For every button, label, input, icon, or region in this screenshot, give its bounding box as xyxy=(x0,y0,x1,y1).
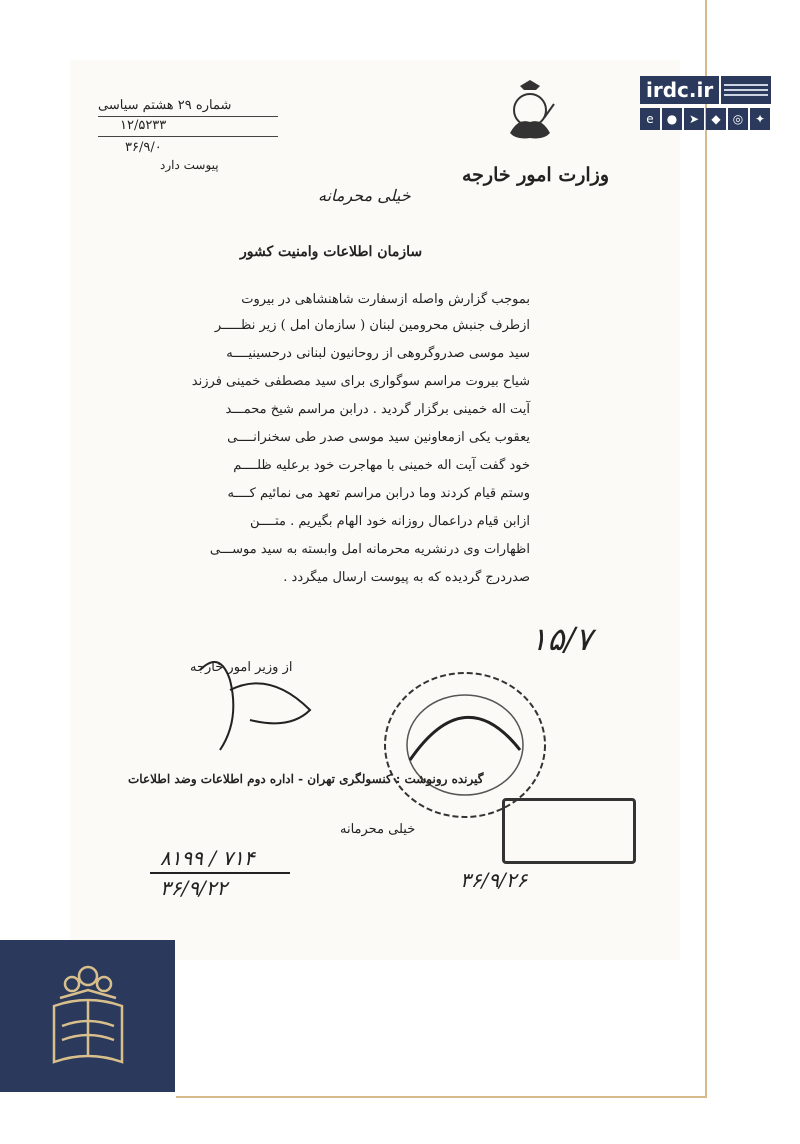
header-attachment-line: پیوست دارد xyxy=(160,158,219,172)
header-ref-line: ۱۲/۵۲۳۳ xyxy=(120,118,167,133)
classification-mark: خیلی محرمانه xyxy=(318,186,411,205)
body-line: سید موسی صدروگروهی از روحانیون لبنانی درحسینیــــه xyxy=(226,346,530,361)
bottom-left-number: ۷۱۴ / ۸۱۹۹ xyxy=(160,846,255,870)
header-number-line: شماره ۲۹ هشتم سیاسی xyxy=(98,98,232,113)
bottom-left-rule xyxy=(150,872,290,874)
lion-and-sun-emblem-icon xyxy=(498,78,562,148)
body-line: یعقوب یکی ازمعاونین سید موسی صدر طی سخنرانــــی xyxy=(227,430,530,445)
recipient-line: سازمان اطلاعات وامنیت کشور xyxy=(240,244,423,260)
body-line: صدردرج گردیده که به پیوست ارسال میگردد . xyxy=(283,570,530,585)
body-line: آیت اله خمینی برگزار گردید . درابن مراسم شیخ محمـــد xyxy=(225,402,530,417)
scanned-document xyxy=(70,60,680,960)
frame-line-right xyxy=(705,0,707,1098)
telegram-icon[interactable]: ➤ xyxy=(684,108,704,130)
frame-line-bottom xyxy=(176,1096,707,1098)
eitaa-icon[interactable]: e xyxy=(640,108,660,130)
bottom-left-date: ۳۶/۹/۲۲ xyxy=(160,876,228,900)
cc-line: گیرنده رونوشت : کنسولگری تهران - اداره دوم اطلاعات وضد اطلاعات xyxy=(128,772,484,786)
stamp-classification-text: خیلی محرمانه xyxy=(340,822,416,837)
instagram-icon[interactable]: ◎ xyxy=(728,108,748,130)
body-line: بموجب گزارش واصله ازسفارت شاهنشاهی در بیروت xyxy=(241,292,530,307)
bottom-right-date: ۳۶/۹/۲۶ xyxy=(460,868,528,892)
ministry-title: وزارت امور خارجه xyxy=(462,164,610,186)
body-line: ازابن قیام دراعمال روزانه خود الهام بگیریم . متــــن xyxy=(249,514,530,529)
signature-scribble xyxy=(190,650,330,760)
body-line: خود گفت آیت اله خمینی با مهاجرت خود برعلیه ظلــــم xyxy=(233,458,530,473)
handwritten-margin-note: ۱۵/۷ xyxy=(530,620,593,658)
social-icons-row xyxy=(640,108,790,130)
body-line: شیاح بیروت مراسم سوگواری برای سید مصطفی خمینی فرزند xyxy=(191,374,530,389)
body-line: ازطرف جنبش محرومین لبنان ( سازمان امل ) زیر نظـــــر xyxy=(214,318,530,333)
signature-label: از وزیر امور خارجه xyxy=(190,660,293,675)
brand-badge xyxy=(640,76,790,136)
bale-icon[interactable]: ◆ xyxy=(706,108,726,130)
body-line: اظهارات وی درنشریه محرمانه امل وابسته به سید موســـی xyxy=(209,542,530,557)
brand-site-label[interactable]: irdc.ir xyxy=(640,76,719,104)
rectangular-stamp xyxy=(502,798,636,864)
institution-logo-icon xyxy=(40,954,136,1078)
header-rule xyxy=(98,116,278,117)
aparat-icon[interactable]: ● xyxy=(662,108,682,130)
header-rule xyxy=(98,136,278,137)
brand-subtitle-lines xyxy=(721,76,771,104)
header-date-line: ۳۶/۹/۰ xyxy=(125,140,162,155)
twitter-icon[interactable]: ✦ xyxy=(750,108,770,130)
body-line: وستم قیام کردند وما درابن مراسم تعهد می نمائیم کــــه xyxy=(227,486,530,501)
institution-logo-panel xyxy=(0,940,175,1092)
